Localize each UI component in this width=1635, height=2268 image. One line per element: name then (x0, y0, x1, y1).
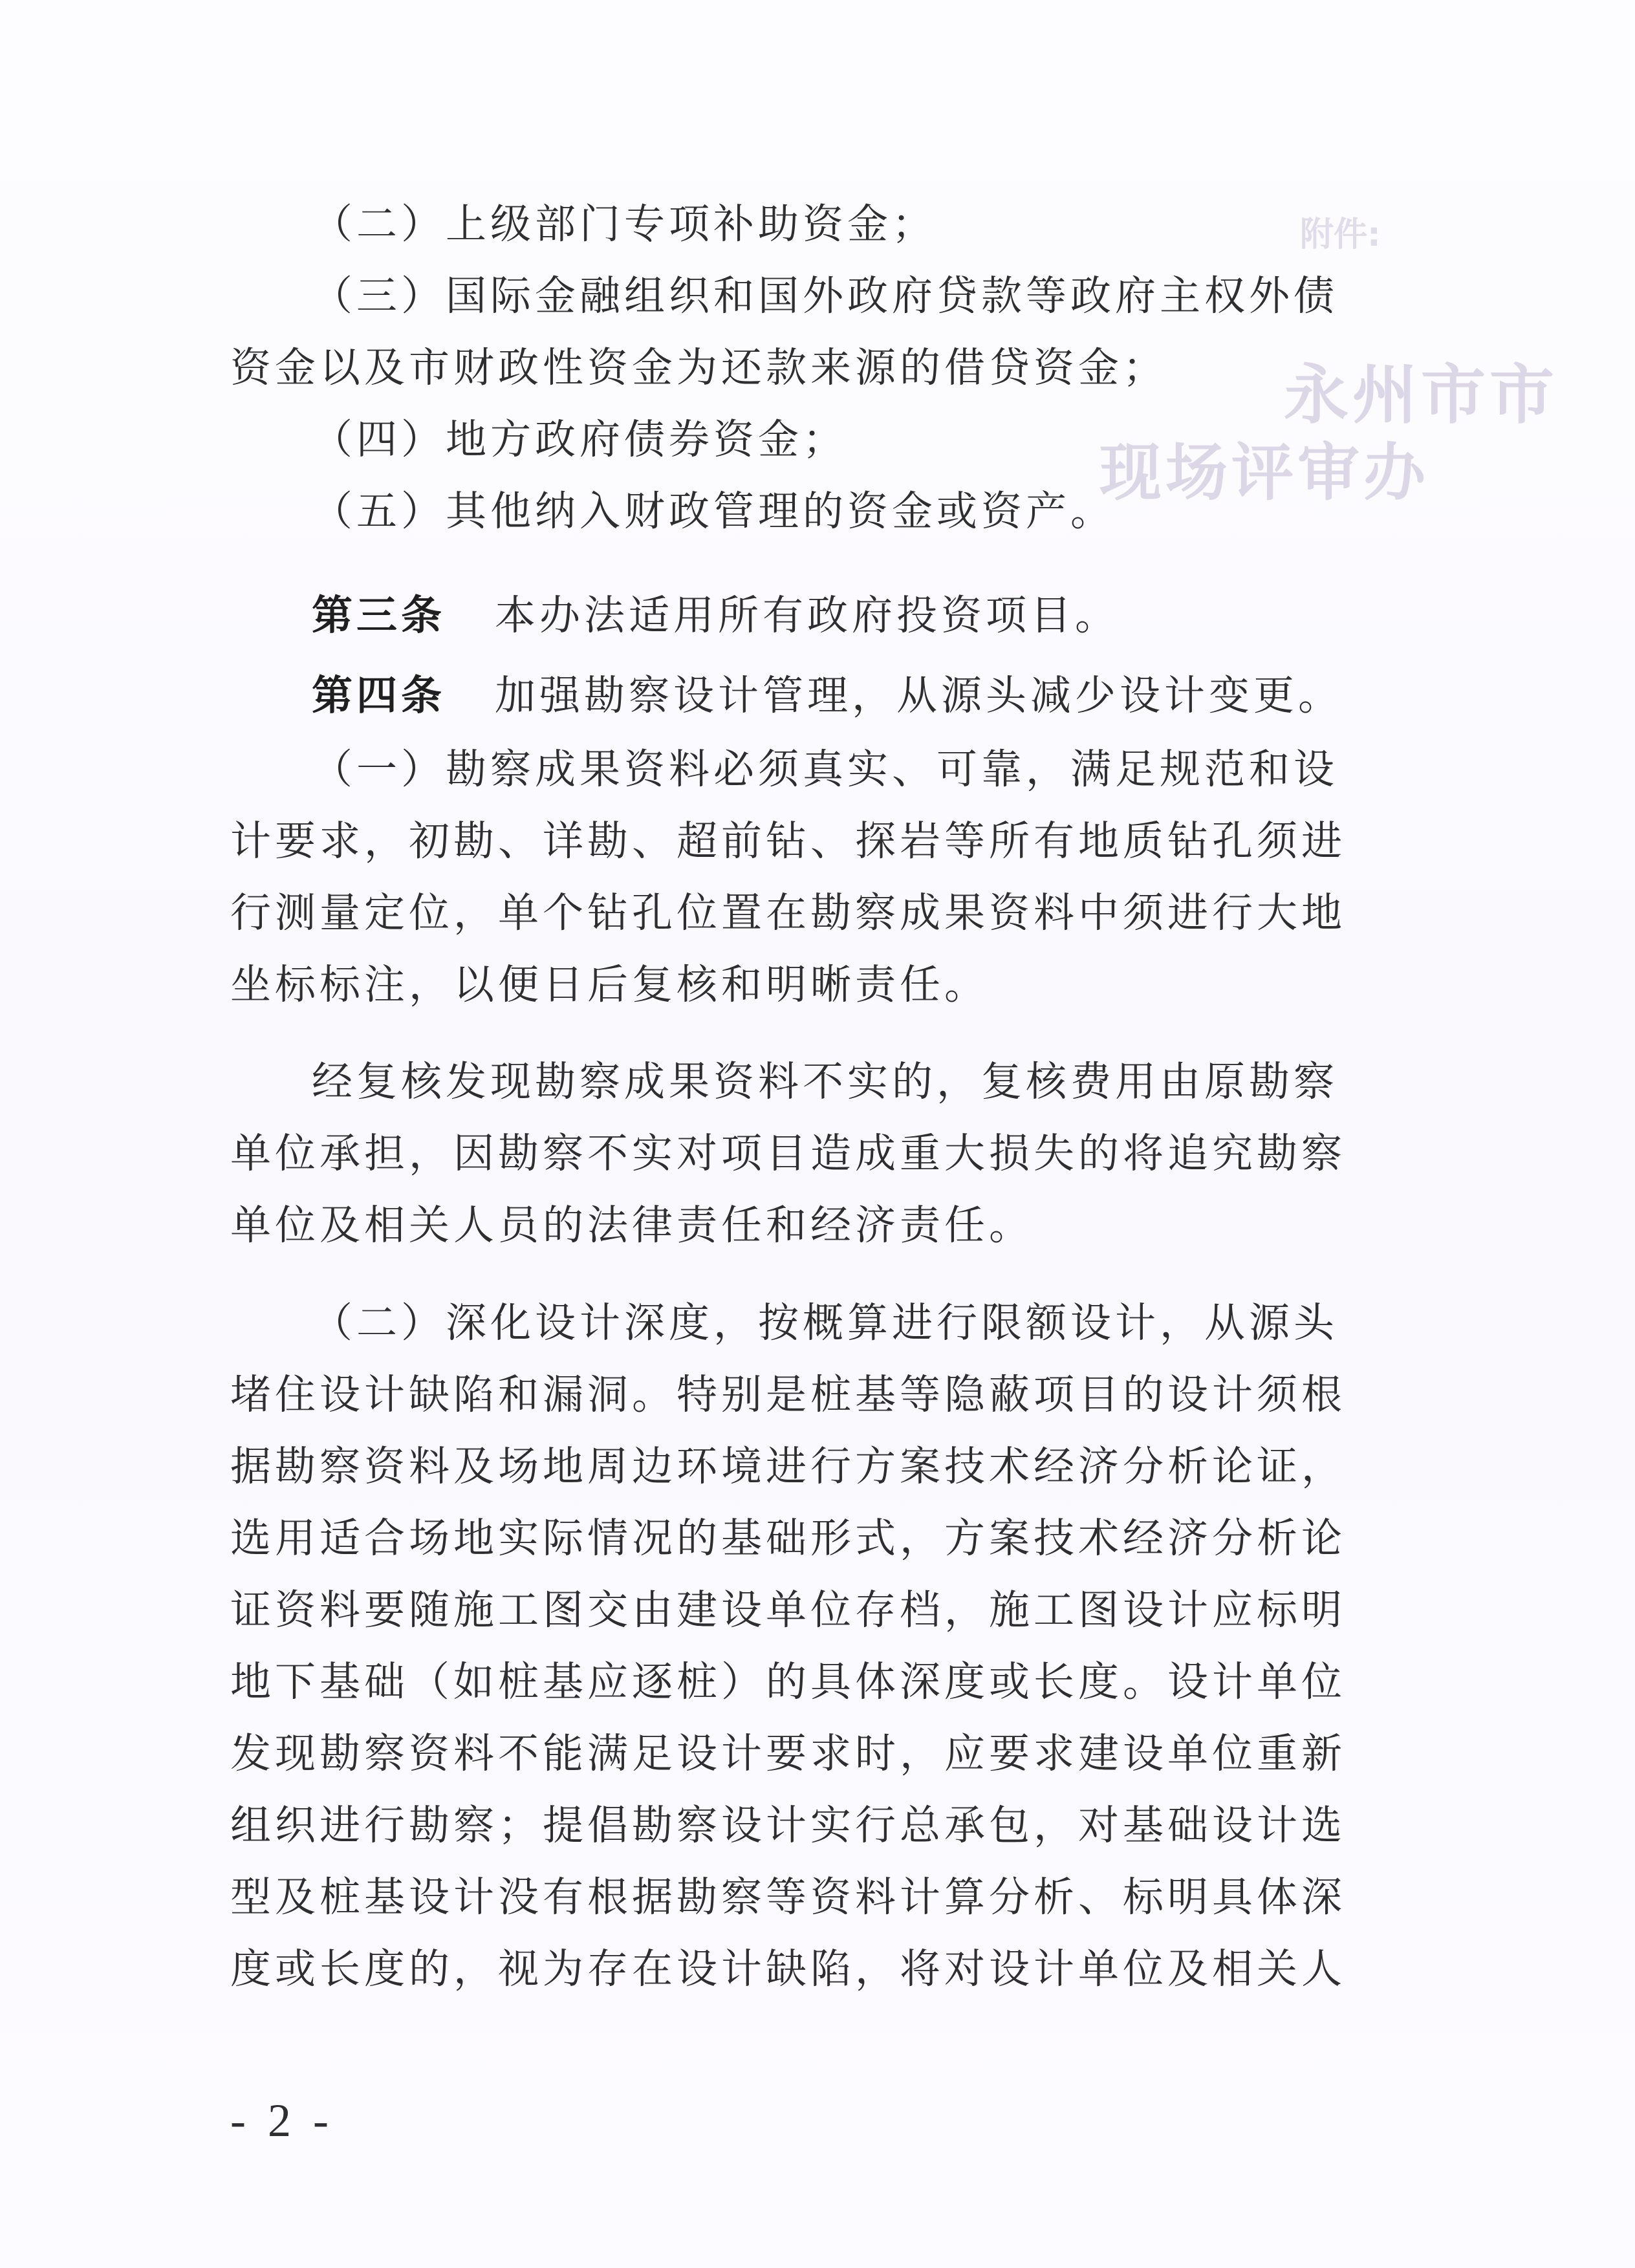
paragraph-line: 度或长度的，视为存在设计缺陷，将对设计单位及相关人 (230, 1945, 1346, 1993)
funding-sources-list (230, 188, 1356, 547)
article-4-text: 加强勘察设计管理，从源头减少设计变更。 (495, 672, 1343, 719)
paragraph-line: 堵住设计缺陷和漏洞。特别是桩基等隐蔽项目的设计须根 (230, 1371, 1346, 1418)
paragraph-line: 据勘察资料及场地周边环境进行方案技术经济分析论证， (230, 1443, 1346, 1490)
article-4 (230, 660, 1356, 731)
article-3-text: 本办法适用所有政府投资项目。 (495, 592, 1120, 639)
list-item: （五）其他纳入财政管理的资金或资产。 (312, 488, 1115, 535)
paragraph-line: 组织进行勘察；提倡勘察设计实行总承包，对基础设计选 (230, 1802, 1346, 1849)
paragraph-line: 证资料要随施工图交由建设单位存档，施工图设计应标明 (230, 1586, 1346, 1634)
article-4-item-1 (230, 733, 1356, 1021)
list-item: （四）地方政府债券资金； (312, 416, 847, 463)
list-item: （三）国际金融组织和国外政府贷款等政府主权外债 (312, 272, 1338, 319)
paragraph-line: 行测量定位，单个钻孔位置在勘察成果资料中须进行大地 (230, 889, 1346, 936)
list-item-continuation: 资金以及市财政性资金为还款来源的借贷资金； (230, 344, 1167, 391)
article-3 (230, 579, 1356, 651)
paragraph-line: （一）勘察成果资料必须真实、可靠，满足规范和设 (312, 746, 1338, 793)
article-3-label: 第三条 (312, 591, 446, 639)
paragraph-line: 单位承担，因勘察不实对项目造成重大损失的将追究勘察 (230, 1130, 1346, 1177)
paragraph-line: （二）深化设计深度，按概算进行限额设计，从源头 (312, 1299, 1338, 1346)
paragraph-line: 选用适合场地实际情况的基础形式，方案技术经济分析论 (230, 1515, 1346, 1562)
liability-paragraph (230, 1046, 1356, 1261)
bleed-through-title-line1: 永州市市 (1284, 357, 1558, 433)
bleed-through-title-line2: 现场评审办 (1099, 437, 1429, 509)
page-number: - 2 - (230, 2095, 334, 2146)
paragraph-line: 坐标标注，以便日后复核和明晰责任。 (230, 961, 989, 1008)
paragraph-line: 型及桩基设计没有根据勘察等资料计算分析、标明具体深 (230, 1874, 1346, 1921)
paragraph-line: 单位及相关人员的法律责任和经济责任。 (230, 1202, 1034, 1249)
article-4-item-2 (230, 1287, 1356, 2005)
paragraph-line: 发现勘察资料不能满足设计要求时，应要求建设单位重新 (230, 1730, 1346, 1777)
paragraph-line: 地下基础（如桩基应逐桩）的具体深度或长度。设计单位 (230, 1658, 1346, 1705)
article-4-label: 第四条 (312, 671, 446, 719)
bleed-through-attachment-label: 附件: (1300, 215, 1381, 254)
paragraph-line: 计要求，初勘、详勘、超前钻、探岩等所有地质钻孔须进 (230, 817, 1346, 865)
paragraph-line: 经复核发现勘察成果资料不实的，复核费用由原勘察 (312, 1058, 1338, 1105)
list-item: （二）上级部门专项补助资金； (312, 200, 937, 248)
